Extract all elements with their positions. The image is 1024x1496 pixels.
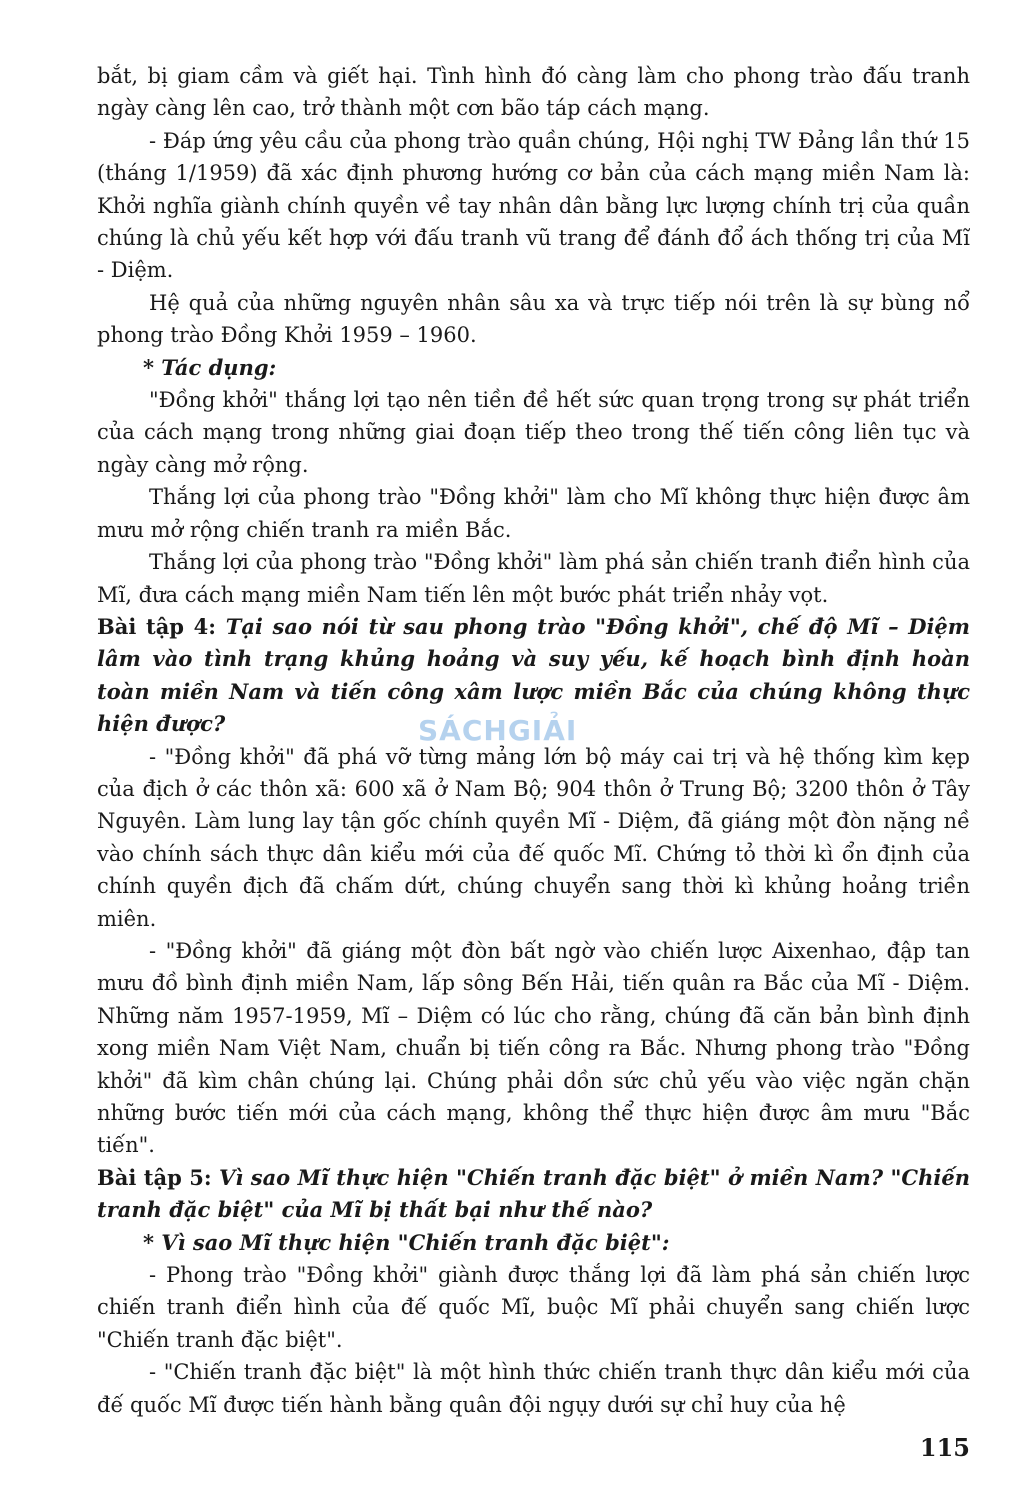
paragraph: - "Đồng khởi" đã phá vỡ từng mảng lớn bộ máy cai trị và hệ thống kìm kẹp của địch ở các thôn xã: 600 xã ở Nam Bộ; 904 thôn ở Trung Bộ; 3200 thôn ở Tây Nguyên. Làm lung lay tận gốc chính quyền Mĩ - Diệm, đã giáng một đòn nặng nề vào chính sách thực dân kiểu mới của đế quốc Mĩ. Chứng tỏ thời kì ổn định của chính quyền địch đã chấm dứt, chúng chuyển sang thời kì khủng hoảng triền miên. — [97, 744, 970, 931]
exercise-heading — [97, 1162, 970, 1227]
section-subheading: * Tác dụng: — [143, 354, 277, 380]
paragraph: - Đáp ứng yêu cầu của phong trào quần chúng, Hội nghị TW Đảng lần thứ 15 (tháng 1/1959) đã xác định phương hướng cơ bản của cách mạng miền Nam là: Khởi nghĩa giành chính quyền về tay nhân dân bằng lực lượng chính trị của quần chúng là chủ yếu kết hợp với đấu tranh vũ trang để đánh đổ ách thống trị của Mĩ - Diệm. — [97, 128, 970, 283]
paragraph: - "Chiến tranh đặc biệt" là một hình thức chiến tranh thực dân kiểu mới của đế quốc Mĩ được tiến hành bằng quân đội ngụy dưới sự chỉ huy của hệ — [97, 1360, 970, 1417]
page-body — [97, 60, 970, 1421]
exercise-heading — [97, 611, 970, 741]
watermark-text: SÁCHGIẢI — [418, 714, 578, 747]
paragraph: bắt, bị giam cầm và giết hại. Tình hình đó càng làm cho phong trào đấu tranh ngày càng lên cao, trở thành một cơn bão táp cách mạng. — [97, 64, 970, 121]
paragraph: "Đồng khởi" thắng lợi tạo nên tiền đề hết sức quan trọng trong sự phát triển của cách mạng trong những giai đoạn tiếp theo trong thế tiến công liên tục và ngày càng mở rộng. — [97, 388, 970, 477]
paragraph: - "Đồng khởi" đã giáng một đòn bất ngờ vào chiến lược Aixenhao, đập tan mưu đồ bình định miền Nam, lấp sông Bến Hải, tiến quân ra Bắc của Mĩ - Diệm. Những năm 1957-1959, Mĩ – Diệm có lúc cho rằng, chúng đã căn bản bình định xong miền Nam Việt Nam, chuẩn bị tiến công ra Bắc. Nhưng phong trào "Đồng khởi" đã kìm chân chúng lại. Chúng phải dồn sức chủ yếu vào việc ngăn chặn những bước tiến mới của cách mạng, không thể thực hiện được âm mưu "Bắc tiến". — [97, 938, 970, 1158]
exercise-question: Vì sao Mĩ thực hiện "Chiến tranh đặc biệt" ở miền Nam? "Chiến tranh đặc biệt" của Mĩ bị thất bại như thế nào? — [97, 1164, 971, 1223]
section-subheading: * Vì sao Mĩ thực hiện "Chiến tranh đặc biệt": — [143, 1229, 670, 1255]
paragraph: Hệ quả của những nguyên nhân sâu xa và trực tiếp nói trên là sự bùng nổ phong trào Đồng Khởi 1959 – 1960. — [97, 290, 970, 348]
paragraph: Thắng lợi của phong trào "Đồng khởi" làm cho Mĩ không thực hiện được âm mưu mở rộng chiến tranh ra miền Bắc. — [97, 485, 970, 542]
exercise-question: Tại sao nói từ sau phong trào "Đồng khởi", chế độ Mĩ – Diệm lâm vào tình trạng khủng hoảng và suy yếu, kế hoạch bình định hoàn toàn miền Nam và tiến công xâm lược miền Bắc của chúng không thực hiện được? — [97, 613, 971, 737]
paragraph: - Phong trào "Đồng khởi" giành được thắng lợi đã làm phá sản chiến lược chiến tranh điển hình của đế quốc Mĩ, buộc Mĩ phải chuyển sang chiến lược "Chiến tranh đặc biệt". — [97, 1263, 970, 1352]
exercise-label: Bài tập 5: — [97, 1164, 212, 1190]
paragraph: Thắng lợi của phong trào "Đồng khởi" làm phá sản chiến tranh điển hình của Mĩ, đưa cách mạng miền Nam tiến lên một bước phát triển nhảy vọt. — [97, 550, 970, 607]
page-number: 115 — [919, 1433, 970, 1462]
exercise-label: Bài tập 4: — [97, 613, 217, 639]
